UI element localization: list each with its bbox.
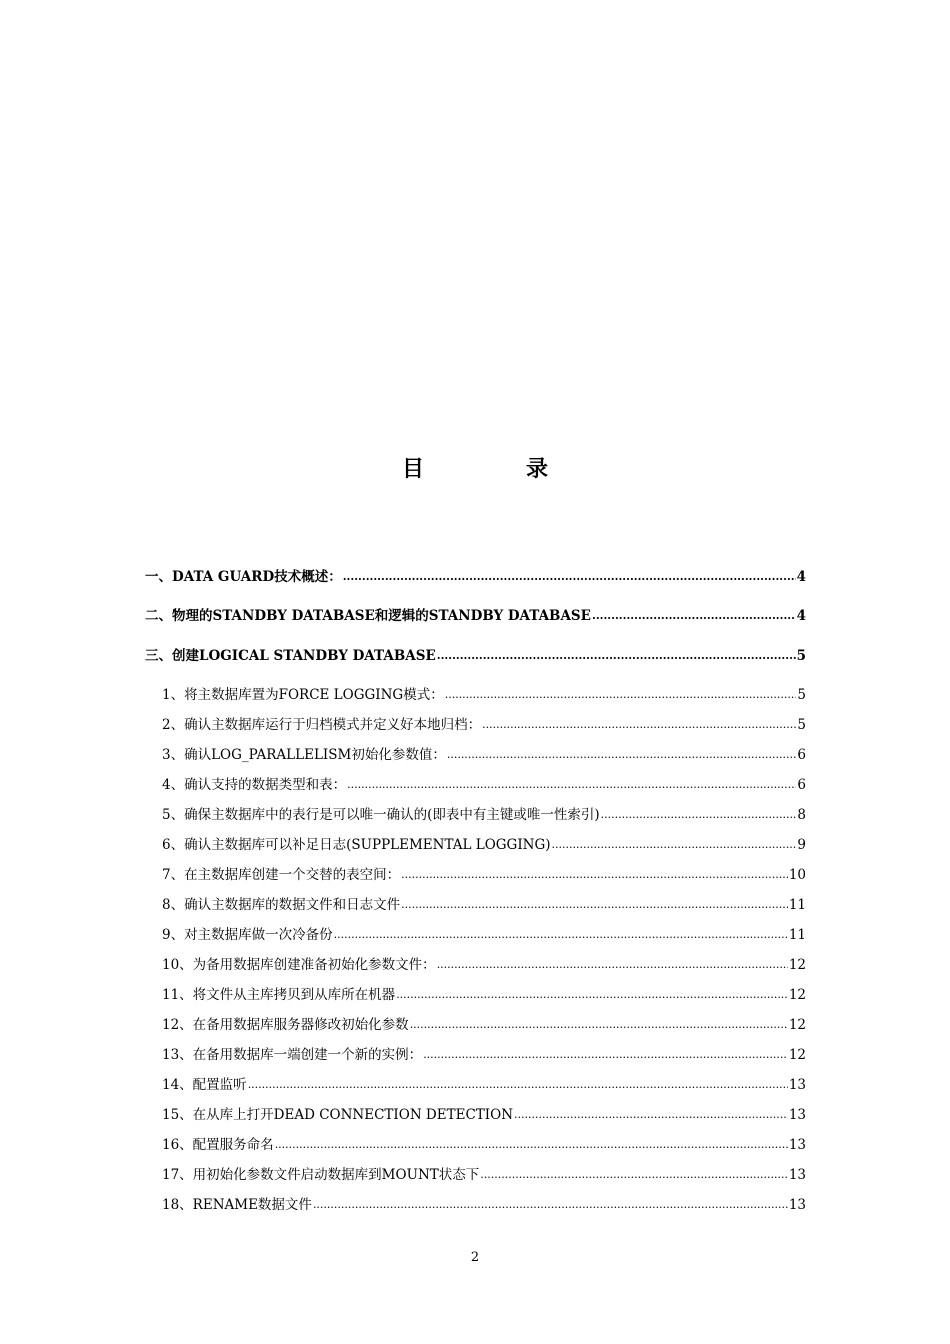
toc-dot-leader (447, 750, 797, 764)
toc-dot-leader (437, 960, 788, 974)
toc-entry[interactable] (162, 1166, 806, 1184)
toc-dot-leader (275, 1140, 788, 1154)
toc-entry[interactable] (162, 1016, 806, 1034)
toc-entry-page: 8 (797, 807, 806, 823)
toc-entry-title: 9、对主数据库做一次冷备份 (162, 927, 333, 943)
toc-entry-page: 6 (797, 747, 806, 763)
toc-entry-title: 10、为备用数据库创建准备初始化参数文件： (162, 957, 436, 973)
toc-dot-leader (601, 810, 797, 824)
toc-entry-title: 11、将文件从主库拷贝到从库所在机器 (162, 987, 396, 1003)
toc-dot-leader (401, 870, 788, 884)
toc-dot-leader (334, 930, 788, 944)
toc-entry-page: 5 (797, 687, 806, 703)
toc-dot-leader (347, 780, 796, 794)
toc-entry-title: 12、在备用数据库服务器修改初始化参数 (162, 1017, 409, 1033)
toc-dot-leader (423, 1050, 788, 1064)
page-number: 2 (470, 1250, 480, 1265)
toc-entry-page: 5 (797, 717, 806, 733)
toc-entry-title: 6、确认主数据库可以补足日志(SUPPLEMENTAL LOGGING) (162, 837, 551, 853)
toc-entry[interactable] (162, 1136, 806, 1154)
toc-entry[interactable] (162, 956, 806, 974)
toc-entry[interactable] (162, 1046, 806, 1064)
toc-dot-leader (445, 690, 797, 704)
toc-entry-title: 13、在备用数据库一端创建一个新的实例： (162, 1047, 423, 1063)
toc-entry-title: 2、确认主数据库运行于归档模式并定义好本地归档： (162, 717, 482, 733)
toc-entry[interactable] (162, 1106, 806, 1124)
toc-entry-title: 3、确认LOG_PARALLELISM初始化参数值： (162, 747, 446, 763)
toc-entry-page: 11 (788, 927, 806, 943)
toc-entry-page: 6 (797, 777, 806, 793)
toc-entry-page: 13 (788, 1197, 806, 1213)
toc-entry-title: 16、配置服务命名 (162, 1137, 274, 1153)
toc-dot-leader (552, 840, 797, 854)
toc-entry[interactable] (162, 866, 806, 884)
toc-entry-title: 18、RENAME数据文件 (162, 1197, 312, 1213)
toc-dot-leader (514, 1110, 788, 1124)
toc-entry-title: 二、物理的STANDBY DATABASE和逻辑的STANDBY DATABASE (145, 608, 591, 624)
toc-entry-page: 4 (796, 608, 806, 624)
toc-dot-leader (482, 720, 796, 734)
toc-entry-title: 17、用初始化参数文件启动数据库到MOUNT状态下 (162, 1167, 480, 1183)
toc-dot-leader (401, 900, 788, 914)
toc-entry[interactable] (162, 926, 806, 944)
toc-dot-leader (592, 611, 796, 625)
toc-entry-title: 15、在从库上打开DEAD CONNECTION DETECTION (162, 1107, 514, 1123)
toc-entry-page: 11 (788, 897, 806, 913)
toc-entry-page: 10 (788, 867, 806, 883)
toc-entry[interactable] (162, 1196, 806, 1214)
toc-entry-page: 12 (788, 957, 806, 973)
toc-dot-leader (343, 572, 796, 586)
toc-entry-title: 三、创建LOGICAL STANDBY DATABASE (145, 648, 436, 664)
toc-entry-page: 12 (788, 1017, 806, 1033)
toc-entry[interactable] (162, 686, 806, 704)
toc-entry[interactable] (162, 776, 806, 794)
toc-dot-leader (248, 1080, 788, 1094)
toc-entry[interactable] (162, 896, 806, 914)
toc-entry[interactable] (162, 806, 806, 824)
toc-dot-leader (396, 990, 788, 1004)
toc-entry[interactable] (162, 716, 806, 734)
toc-dot-leader (480, 1170, 788, 1184)
toc-entry-page: 13 (788, 1107, 806, 1123)
toc-entry[interactable] (162, 1076, 806, 1094)
toc-entry-title: 4、确认支持的数据类型和表： (162, 777, 347, 793)
toc-entry[interactable] (162, 986, 806, 1004)
toc-entry-title: 14、配置监听 (162, 1077, 247, 1093)
toc-entry-page: 12 (788, 1047, 806, 1063)
toc-entry-title: 5、确保主数据库中的表行是可以唯一确认的(即表中有主键或唯一性索引) (162, 807, 600, 823)
toc-entry[interactable] (145, 568, 806, 586)
toc-dot-leader (313, 1200, 788, 1214)
toc-dot-leader (410, 1020, 788, 1034)
toc-entry[interactable] (162, 746, 806, 764)
toc-dot-leader (437, 651, 796, 665)
toc-entry-page: 4 (796, 569, 806, 585)
toc-entry-title: 7、在主数据库创建一个交替的表空间： (162, 867, 401, 883)
page-title: 目 录 (401, 456, 588, 482)
toc-entry-title: 8、确认主数据库的数据文件和日志文件 (162, 897, 401, 913)
toc-entry-title: 一、DATA GUARD技术概述： (145, 569, 342, 585)
toc-entry-page: 12 (788, 987, 806, 1003)
toc-entry-page: 13 (788, 1077, 806, 1093)
toc-entry[interactable] (145, 607, 806, 625)
toc-entry-page: 9 (797, 837, 806, 853)
toc-entry-title: 1、将主数据库置为FORCE LOGGING模式： (162, 687, 444, 703)
toc-entry-page: 13 (788, 1137, 806, 1153)
toc-entry[interactable] (162, 836, 806, 854)
toc-entry[interactable] (145, 647, 806, 665)
toc-entry-page: 13 (788, 1167, 806, 1183)
toc-entry-page: 5 (796, 648, 806, 664)
